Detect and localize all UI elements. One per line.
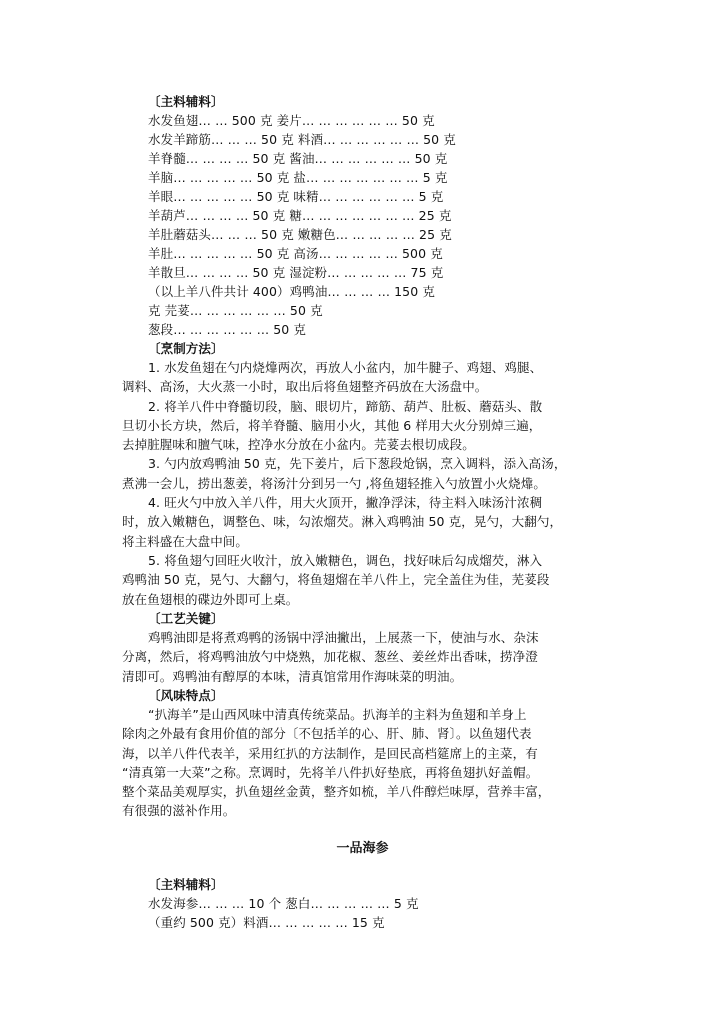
craft-line: 鸡鸭油即是将煮鸡鸭的汤锅中浮油撇出，上展蒸一下，使油与水、杂沫 (148, 630, 539, 645)
method-line: 煮沸一会儿，捞出葱姜，将汤汁分到另一勺 ,将鱼翅轻推入勺放置小火烧㸆。 (122, 475, 546, 491)
method-line: 放在鱼翅根的碟边外即可上桌。 (122, 591, 299, 607)
recipe-title: 一品海参 (336, 841, 389, 856)
method-line: 5. 将鱼翅勺回旺火收汁，放入嫩糖色，调色，找好味后勾成熘芡，淋入 (148, 552, 543, 568)
method-line: 1. 水发鱼翅在勺内烧㸆两次，再放人小盆内，加牛腱子、鸡翅、鸡腿、 (148, 360, 543, 375)
flavor-line: 有很强的滋补作用。 (122, 803, 236, 819)
method-paragraphs (122, 358, 612, 609)
ingredient-line: 羊葫芦… … … … 50 克 糖… … … … … … … 25 克 (148, 208, 452, 223)
method-line: 调料、高汤，大火蒸一小时，取出后将鱼翅整齐码放在大汤盘中。 (122, 379, 488, 395)
method-line: 鸡鸭油 50 克，晃勺、大翻勺，将鱼翅熘在羊八件上，完全盖住为佳，芜荽段 (122, 572, 550, 588)
craft-heading: 〔工艺关键〕 (148, 611, 224, 626)
method-heading: 〔烹制方法〕 (148, 341, 224, 356)
flavor-line: 整个菜品美观厚实，扒鱼翅丝金黄，整齐如梳，羊八件醇烂味厚，营养丰富， (122, 784, 551, 800)
flavor-line: “扒海羊”是山西风味中清真传统菜品。扒海羊的主料为鱼翅和羊身上 (148, 707, 527, 722)
ingredient-line: 羊散旦… … … … 50 克 湿淀粉… … … … … 75 克 (148, 265, 444, 280)
ingredient-line: （以上羊八件共计 400）鸡鸭油… … … … 150 克 (148, 284, 435, 299)
ingredient-line: 羊肚… … … … … 50 克 高汤… … … … … 500 克 (148, 246, 443, 261)
method-line: 2. 将羊八件中脊髓切段，脑、眼切片，蹄筋、葫芦、肚板、蘑菇头、散 (148, 398, 543, 414)
flavor-line: 除肉之外最有食用价值的部分〔不包括羊的心、肝、肺、肾〕。以鱼翅代表 (122, 726, 532, 742)
method-line: 将主料盛在大盘中间。 (122, 533, 249, 549)
flavor-heading: 〔风味特点〕 (148, 688, 224, 703)
ingredient-line: 羊脑… … … … … 50 克 盐… … … … … … … 5 克 (148, 170, 448, 185)
ingredients-heading: 〔主料辅料〕 (148, 94, 224, 109)
method-line: 4. 旺火勺中放入羊八件，用大火顶开，撇净浮沫，待主料入味汤汁浓稠 (148, 495, 543, 511)
flavor-paragraph (122, 705, 612, 821)
flavor-line: “清真第一大菜”之称。烹调时，先将羊八件扒好垫底，再将鱼翅扒好盖帽。 (122, 764, 539, 780)
method-line: 时，放入嫩糖色，调整色、味，勾浓熘芡。淋入鸡鸭油 50 克，晃勺，大翻勺， (122, 514, 563, 530)
flavor-line: 海，以羊八件代表羊，采用红扒的方法制作，是回民高档筵席上的主菜，有 (122, 745, 538, 761)
ingredient-line: 水发鱼翅… … 500 克 姜片… … … … … … 50 克 (148, 113, 435, 128)
method-line: 旦切小长方块，然后，将羊脊髓、脑用小火，其他 6 样用大火分别焯三遍， (122, 417, 542, 433)
ingredient-line: 克 芫荽… … … … … … 50 克 (148, 303, 323, 318)
ingredients-heading-2: 〔主料辅料〕 (148, 877, 224, 892)
craft-paragraph (122, 628, 612, 686)
craft-line: 分离，然后，将鸡鸭油放勺中烧熟，加花椒、葱丝、姜丝炸出香味，捞净澄 (122, 649, 538, 665)
ingredient-line: 水发海参… … … 10 个 葱白… … … … … 5 克 (148, 896, 419, 911)
method-line: 3. 勺内放鸡鸭油 50 克，先下姜片，后下葱段炝锅，烹入调料，添入高汤， (148, 456, 567, 472)
ingredient-line: 葱段… … … … … … 50 克 (148, 322, 307, 337)
craft-line: 清即可。鸡鸭油有醇厚的本味，清真馆常用作海味菜的明油。 (122, 668, 463, 684)
ingredient-line: 水发羊蹄筋… … … 50 克 料酒… … … … … … 50 克 (148, 132, 456, 147)
ingredient-line: （重约 500 克）料酒… … … … … 15 克 (148, 915, 385, 930)
ingredient-line: 羊眼… … … … … 50 克 味精… … … … … … 5 克 (148, 189, 444, 204)
method-line: 去掉脏腥味和膻气味，控净水分放在小盆内。芫荽去根切成段。 (122, 437, 475, 453)
ingredient-line: 羊肚蘑菇头… … … 50 克 嫩糖色… … … … … 25 克 (148, 227, 452, 242)
ingredient-line: 羊脊髓… … … … 50 克 酱油… … … … … … 50 克 (148, 151, 448, 166)
